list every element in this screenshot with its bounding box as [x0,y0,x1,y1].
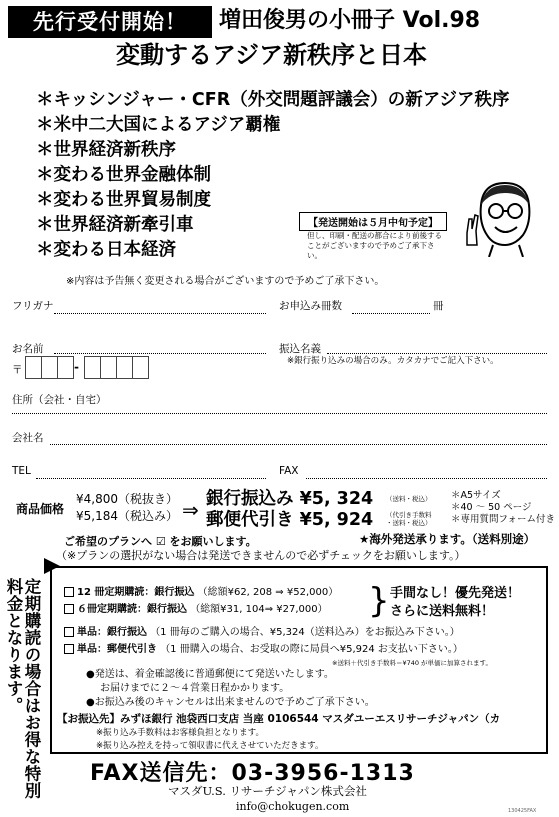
price-label: 商品価格 [16,502,65,516]
price-ex-tax: ¥4,800（税抜き） [76,492,178,506]
overseas-shipping: ★海外発送承ります。（送料別途） [359,532,536,546]
order-count-field[interactable] [352,313,430,314]
topic-item: ＊米中二大国によるアジア覇権 [36,115,281,135]
checkbox[interactable] [64,587,74,597]
zip-dash: - [74,360,79,374]
plan-request: ご希望のプランへ ☑ をお願いします。 [64,535,257,548]
price-in-tax: ¥5,184（税込み） [76,509,178,523]
launch-notice [299,212,447,258]
transfer-name-note: ※銀行振り込みの場合のみ。カタカナでご記入下さい。 [287,356,499,366]
topic-item: ＊世界経済新秩序 [36,140,176,160]
launch-note: 但し、印刷・配送の都合により前後することがございますので予めご了承下さい。 [307,231,442,260]
fax-field[interactable] [306,478,547,479]
order-count-label: お申込み冊数 [279,300,342,312]
shipping-note: お届けまでに２〜４営業日程かかります。 [100,683,290,694]
content-change-note: ※内容は予告無く変更される場合がございますので予めご了承下さい。 [66,276,385,287]
company-label: 会社名 [12,432,44,444]
postal-price-note: （代引き手数料 [386,511,432,519]
option-6-month[interactable]: ６冊定期購読：銀行振込 （総額¥31, 104⇒ ¥27,000） [64,603,328,617]
name-field[interactable] [54,353,266,354]
preorder-badge: 先行受付開始！ [8,6,212,38]
zip-digit-box[interactable] [116,356,133,379]
merit-line: 手間なし！優先発送！ [390,586,521,601]
booklet-subtitle: 変動するアジア新秩序と日本 [116,41,428,69]
topic-item: ＊変わる世界金融体制 [36,165,211,185]
spec-item: ＊40 〜 50 ページ [451,502,532,513]
furigana-label: フリガナ [12,300,54,312]
order-unit: 冊 [433,300,444,312]
zip-digit-box[interactable] [100,356,117,379]
contact-email[interactable]: info@chokugen.com [236,800,350,813]
subscription-side-text: 定期購読の場合はお得な特別料金となります。 [4,578,41,799]
plan-note: （※プランの選択がない場合は発送できませんので必ずチェックをお願いします。） [56,549,466,562]
postal-price: 郵便代引き ¥5, 924 [206,510,374,530]
fax-label: FAX [279,465,299,477]
spec-item: ＊A5サイズ [451,490,501,501]
author-caricature-illustration [463,175,545,257]
company-name: マスダU.S. リサーチジャパン株式会社 [168,784,367,798]
checkbox[interactable] [64,644,74,654]
booklet-title: 増田俊男の小冊子 Vol.98 [219,8,481,33]
zip-digit-box[interactable] [41,356,58,379]
topic-item: ＊変わる日本経済 [36,240,176,260]
option-12-month[interactable]: 12 冊定期購読：銀行振込 （総額¥62, 208 ⇒ ¥52,000） [64,586,338,600]
option-single-bank[interactable]: 単品：銀行振込 （1 冊毎のご購入の場合、¥5,324（送料込み）をお振込み下さい。） [64,626,460,640]
zip-digit-box[interactable] [25,356,42,379]
address-field[interactable] [12,413,547,414]
payee-fine: ※振り込み手数料はお客様負担となります。 [96,728,264,738]
option-single-postal[interactable]: 単品：郵便代引き （1 冊購入の場合、お受取の際に局員へ¥5,924 お支払い下さい。） [64,643,463,657]
zip-digit-box[interactable] [84,356,101,379]
payee-info: 【お振込先】みずほ銀行 池袋西口支店 当座 0106544 マスダユーエスリサーチジャパン（カ [57,713,501,725]
spec-item: ＊専用質問フォーム付き [451,514,556,525]
topic-item: ＊キッシンジャー・CFR（外交問題評議会）の新アジア秩序 [36,90,510,110]
bank-price-note: （送料・税込） [386,495,432,503]
transfer-name-label: 振込名義 [279,343,321,355]
zip-mark: 〒 [12,364,23,376]
shipping-note: ●発送は、着金確認後に普通郵便にて発送いたします。 [86,669,334,680]
arrow-icon: ⇒ [182,498,199,522]
postal-price-note: ・送料・税込） [386,519,432,527]
name-label: お名前 [12,343,44,355]
zip-digit-box[interactable] [132,356,149,379]
furigana-field[interactable] [54,313,266,314]
merit-line: さらに送料無料！ [390,604,495,619]
address-label: 住所（会社・自宅） [12,394,107,406]
checkbox[interactable] [64,627,74,637]
topic-item: ＊変わる世界貿易制度 [36,190,211,210]
option-fine-note: ※送料＋代引き手数料＝¥740 が単価に加算されます。 [332,659,493,667]
topic-item: ＊世界経済新牽引車 [36,215,194,235]
brace: } [368,581,390,621]
tel-label: TEL [12,465,31,477]
company-field[interactable] [50,444,547,445]
fax-destination: FAX送信先：03-3956-1313 [90,761,415,786]
tel-field[interactable] [36,478,266,479]
zip-digit-box[interactable] [57,356,74,379]
payee-fine: ※振り込み控えを持って領収書に代えさせていただきます。 [96,741,324,751]
launch-title: 【発送開始は５月中旬予定】 [299,212,447,231]
document-code: 130425FAX [508,808,537,814]
checkbox[interactable] [64,604,74,614]
cancel-note: ●お振込み後のキャンセルは出来ませんので予めご了承下さい。 [86,697,375,708]
bank-price: 銀行振込み ¥5, 324 [206,489,374,509]
